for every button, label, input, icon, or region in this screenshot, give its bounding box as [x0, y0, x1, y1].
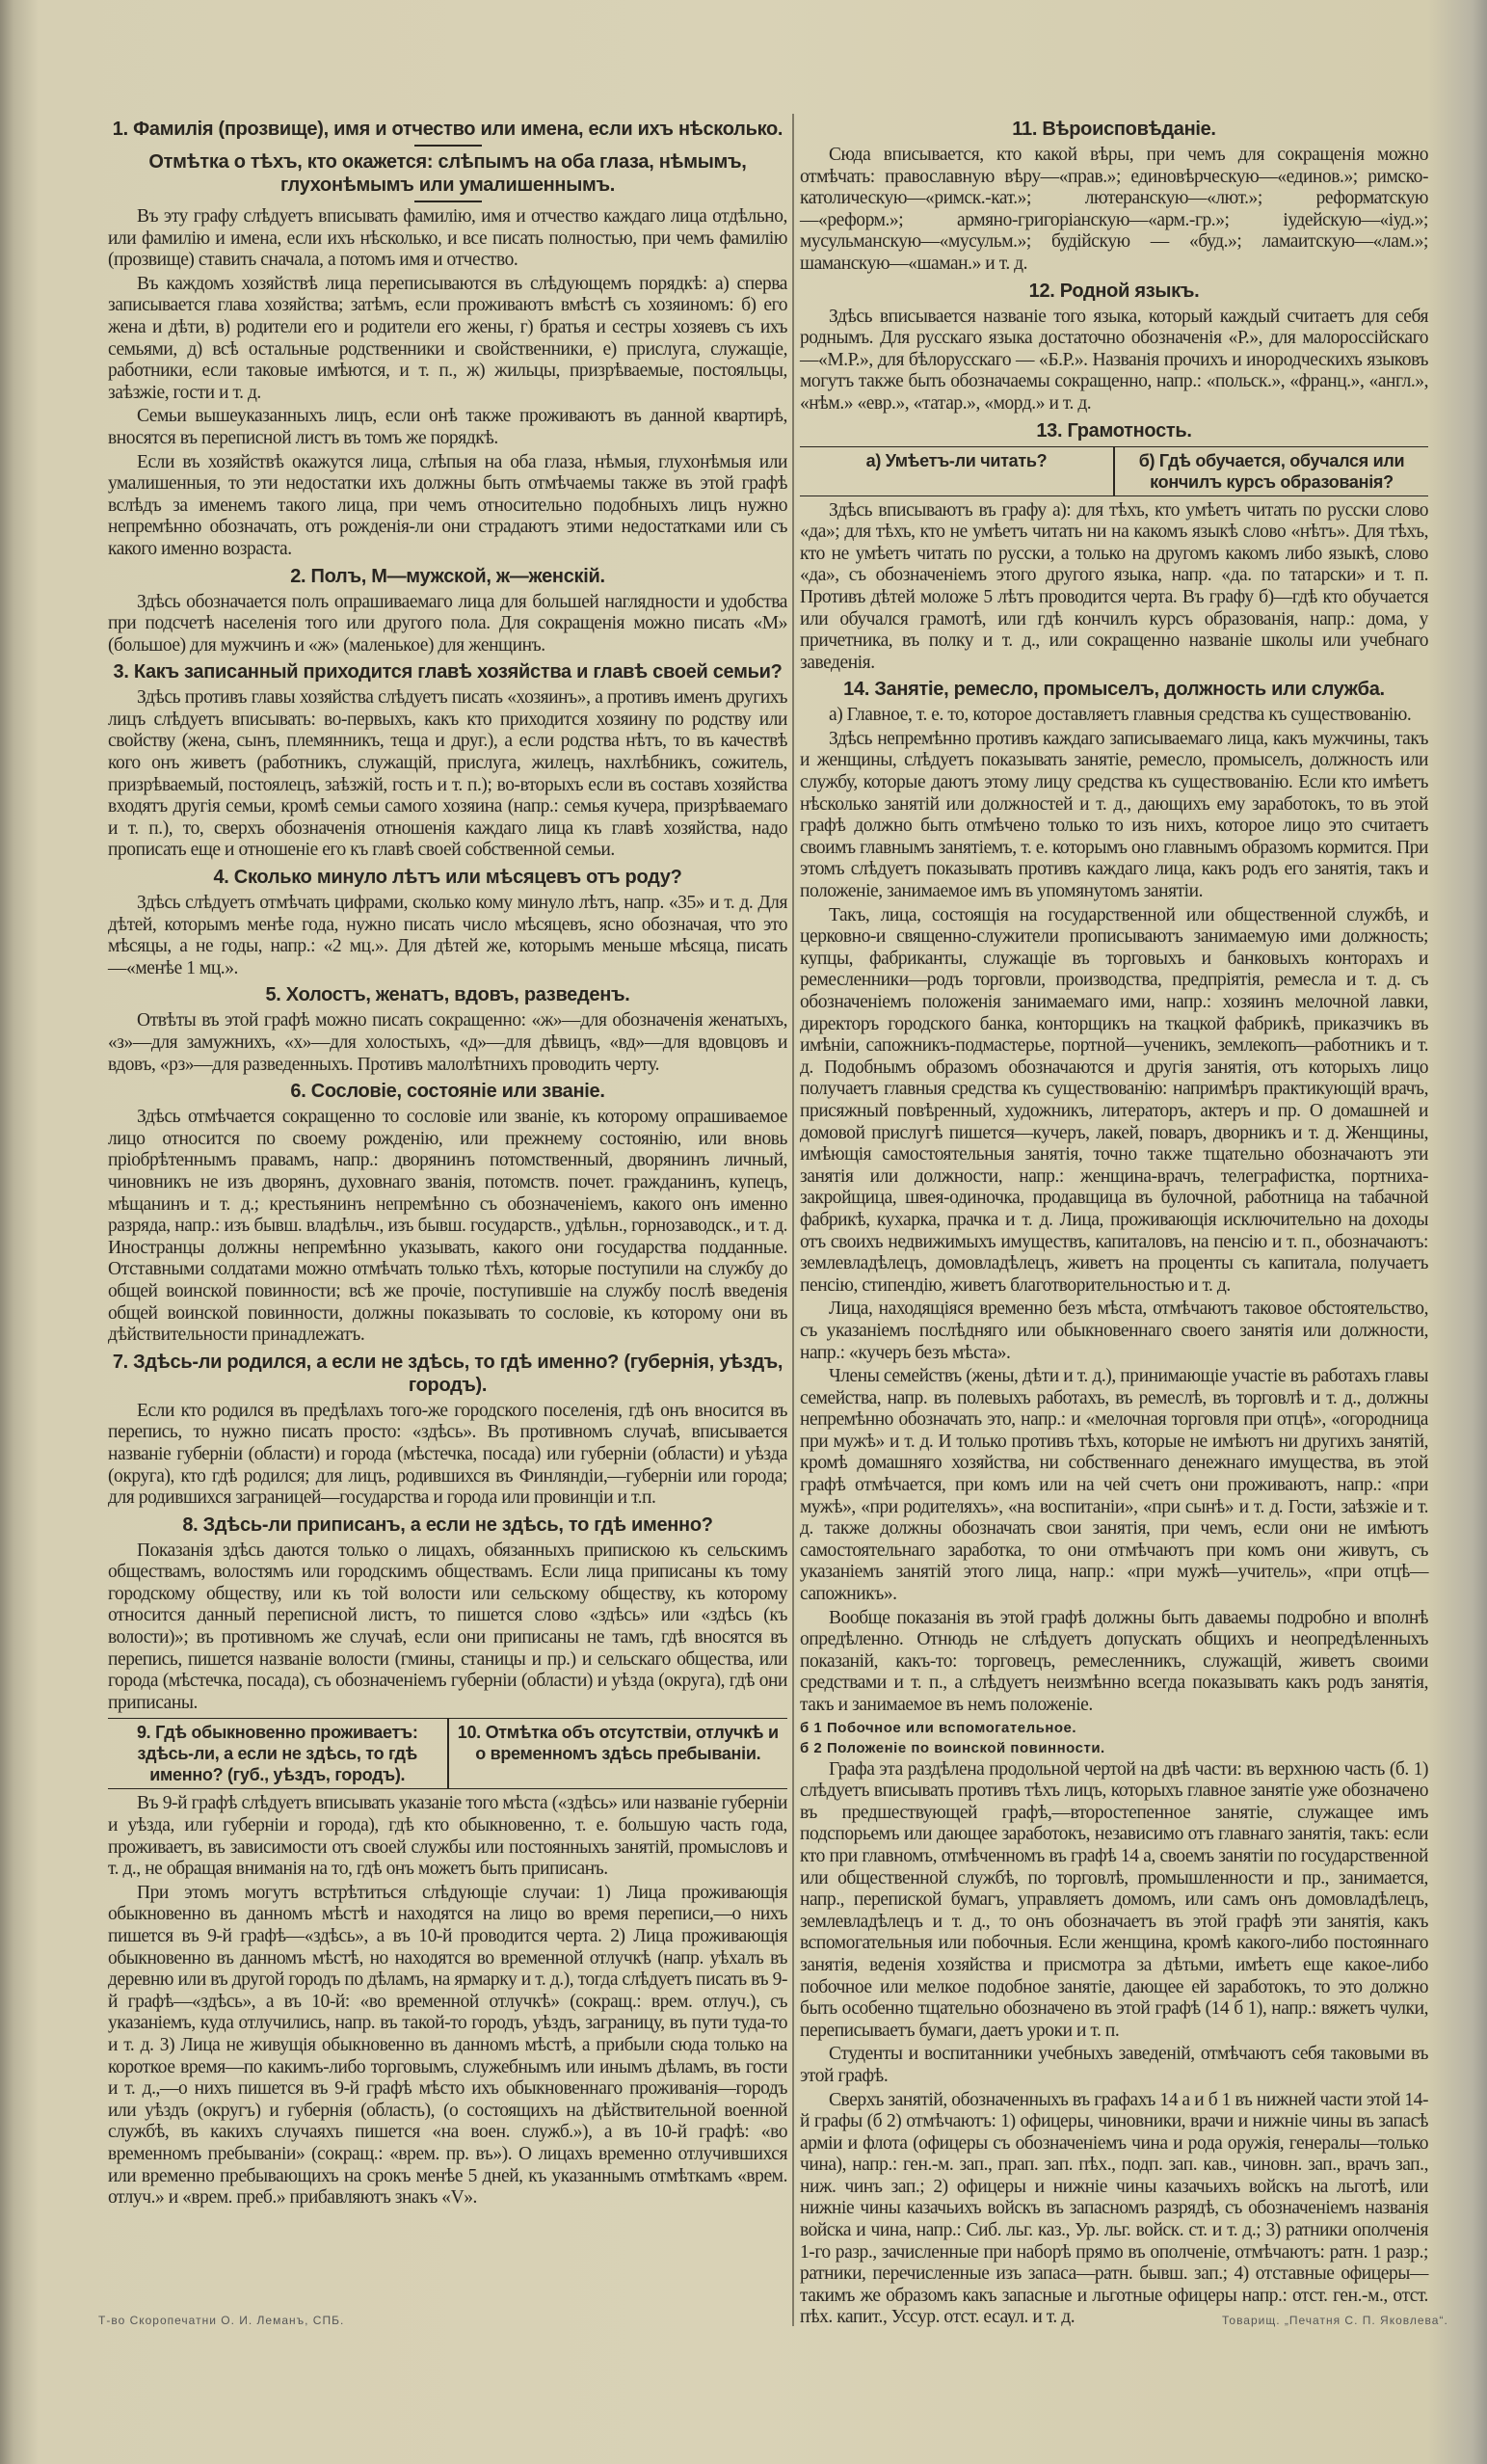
paragraph: Сверхъ занятій, обозначенныхъ въ графахъ 14 а и б 1 въ нижней части этой 14-й графы (б 2) отмѣчаютъ: 1) офицеры, чиновники, врачи и нижніе чины въ запасѣ арміи и флота (офицеры съ обозначеніемъ чина и рода оружія, генералы—только чина), напр.: ген.-м. зап., прап. зап. пѣх., подп. зап. кав., чиновн. зап., врачъ зап., ниж. чинъ зап.; 2) офицеры и нижніе чины казачьихъ войскъ на льготѣ, или нижніе чины казачьихъ войскъ въ запасномъ разрядѣ, съ обозначеніемъ названія войска и чина, напр.: Сиб. льг. каз., Ур. льг. войск. ст. и т. д.; 3) ратники ополченія 1-го разр., зачисленные при наборѣ прямо въ ополченіе, отмѣчаютъ: ратн. 1 разр.; ратники, перечисленные изъ запаса—ратн. бывш. зап.; 4) отставные офицеры—такимъ же образомъ какъ запасные и льготные офицеры напр.: отст. ген.-м., отст. пѣх. капит., Уссур. отст. есаул. и т. д. — [800, 2089, 1428, 2328]
paragraph: Здѣсь обозначается полъ опрашиваемаго лица для большей наглядности и удобства при подсчетѣ населенія того или другого пола. Для сокращенія можно писать «М» (большое) для мужчинъ и «ж» (маленькое) для женщинъ. — [108, 591, 787, 656]
paragraph: Если въ хозяйствѣ окажутся лица, слѣпыя на оба глаза, нѣмыя, глухонѣмыя или умалишенныя, то эти недостатки ихъ должны быть отмѣчаемы также въ этой графѣ вслѣдъ за именемъ такого лица, при чемъ относительно подобныхъ лицъ нужно непремѣнно обозначать, отъ рожденія-ли они страдаютъ этими недостатками или съ какого именно возраста. — [108, 451, 787, 559]
paragraph: Студенты и воспитанники учебныхъ заведеній, отмѣчаютъ себя таковыми въ этой графѣ. — [800, 2044, 1428, 2086]
section-heading: 8. Здѣсь-ли приписанъ, а если не здѣсь, то гдѣ именно? — [182, 1513, 713, 1536]
printer-imprint-right: Товарищ. „Печатня С. П. Яковлева“. — [1222, 2314, 1448, 2327]
paragraph: Лица, находящіяся временно безъ мѣста, отмѣчаютъ таковое обстоятельство, съ указаніемъ послѣдняго или обыкновеннаго своего занятія или должности, напр.: «кучеръ безъ мѣста». — [800, 1299, 1428, 1363]
section-heading: 14. Занятіе, ремесло, промыселъ, должность или служба. — [843, 679, 1385, 701]
column-divider — [792, 114, 794, 2326]
section-heading: 3. Какъ записанный приходится главѣ хозяйства и главѣ своей семьи? — [113, 661, 783, 683]
paragraph: Въ эту графу слѣдуетъ вписывать фамилію, имя и отчество каждаго лица отдѣльно, или фамилію и имена, если ихъ нѣсколько, и все писать полностью, при чемъ фамилію (прозвище) ставить сначала, а потомъ имя и отчество. — [108, 206, 787, 271]
paragraph: Графа эта раздѣлена продольной чертой на двѣ части: въ верхнюю часть (б. 1) слѣдуетъ вписывать противъ тѣхъ лицъ, которыхъ главное занятіе уже обозначено въ предшествующей графѣ,—второстепенное занятіе, служащее имъ подспорьемъ или дающее заработокъ, независимо отъ главнаго занятія, такъ: если кто при главномъ, отмѣченномъ въ графѣ 14 а, своемъ занятіи по государственной или общественной службѣ, по торговлѣ, промышленности и пр., занимается, напр., перепиской бумагъ, управляетъ домомъ, или самъ онъ домовладѣлецъ, землевладѣлецъ и т. д., то онъ обозначаетъ въ этой графѣ эти занятія, какъ вспомогательныя или побочныя. Если женщина, кромѣ какого-либо постояннаго занятія, веденія хозяйства и присмотра за дѣтьми, имѣетъ еще какое-либо побочное или мелкое подобное занятіе, дающее ей заработокъ, то это должно быть особенно тщательно обозначено въ этой графѣ (14 б 1), напр.: вяжетъ чулки, переписываетъ бумаги, даетъ уроки и т. п. — [800, 1758, 1428, 2041]
section-heading: б) Гдѣ обучается, обучался или кончилъ курсъ образованія? — [1138, 450, 1405, 492]
paragraph: Показанія здѣсь даются только о лицахъ, обязанныхъ припискою къ сельскимъ обществамъ, волостямъ или городскимъ обществамъ. Если лица приписаны къ тому городскому обществу, или къ той волости или сельскому обществу, къ которому относится данный переписной листъ, то пишется слово «здѣсь» или «здѣсь (къ волости)»; въ противномъ же случаѣ, если они приписаны не тамъ, гдѣ вносятся въ перепись, пишется названіе волости (гмины, станицы и пр.) и сельскаго общества, или города (мѣстечка, посада), съ обозначеніемъ губерніи (области) и уѣзда (округа), гдѣ они приписаны. — [108, 1540, 787, 1713]
section-heading: 7. Здѣсь-ли родился, а если не здѣсь, то гдѣ именно? (губернія, уѣздъ, городъ). — [112, 1351, 783, 1396]
left-column — [108, 114, 787, 2211]
divider-rule — [414, 201, 482, 202]
section-heading: 13. Грамотность. — [1036, 419, 1192, 442]
paragraph: Здѣсь вписывается названіе того языка, который каждый считаетъ для себя роднымъ. Для русскаго языка достаточно обозначенія «Р.», для малороссійскаго—«М.Р.», для бѣлорусскаго — «Б.Р.». Названія прочихъ и инородческихъ языковъ могутъ также быть обозначаемы сокращенно, напр.: «польск.», «франц.», «англ.», «нѣм.» «евр.», «татар.», «морд.» и т. д. — [800, 306, 1428, 414]
section-heading: 5. Холостъ, женатъ, вдовъ, разведенъ. — [265, 984, 630, 1006]
paragraph: Такъ, лица, состоящія на государственной или общественной службѣ, и церковно-и священно-служители прописываютъ занимаемую ими должность; купцы, фабриканты, служащіе въ торговыхъ и банковыхъ конторахъ и ремесленники—родъ торговли, производства, предпріятія, ремесла и т. д. съ обозначеніемъ положенія занимаемаго ими, напр.: хозяинъ мелочной лавки, директоръ городского банка, конторщикъ на ткацкой фабрикѣ, приказчикъ въ имѣніи, сапожникъ-подмастерье, портной—ученикъ, землекопъ—работникъ и т. д. Подобнымъ образомъ обозначаются и другія занятія, отъ которыхъ лицо получаетъ главныя средства къ существованію: напримѣръ практикующій врачъ, присяжный повѣренный, художникъ, литераторъ, актеръ и пр. О домашней и домовой прислугѣ пишется—кучеръ, лакей, поваръ, дворникъ и т. д. Женщины, имѣющія самостоятельныя занятія, точно также тщательно обозначаютъ эти занятія или должности, напр.: женщина-врачъ, телеграфистка, портниха-закройщица, швея-одиночка, продавщица въ булочной, работница на табачной фабрикѣ, кухарка, прачка и т. д. Лица, проживающія исключительно на доходы отъ своихъ недвижимыхъ имуществъ, капиталовъ, на пенсію и т. п., обозначаютъ: землевладѣлецъ, домовладѣлецъ, живетъ на проценты съ капитала, получаетъ пенсію, стипендію, живетъ благотворительностью и т. д. — [800, 904, 1428, 1296]
paragraph: Сюда вписывается, кто какой вѣры, при чемъ для сокращенія можно отмѣчать: православную вѣру—«прав.»; единовѣрческую—«единов.»; римско-католическую—«римск.-кат.»; лютеранскую—«лют.»; реформатскую—«реформ.»; армяно-григоріанскую—«арм.-гр.»; іудейскую—«іуд.»; мусульманскую—«мусульм.»; будійскую — «буд.»; ламаитскую—«лам.»; шаманскую—«шаман.» и т. д. — [800, 145, 1428, 274]
section-heading: 4. Сколько минуло лѣтъ или мѣсяцевъ отъ роду? — [213, 867, 682, 889]
section-heading: 6. Сословіе, состояніе или званіе. — [290, 1081, 605, 1103]
paragraph: Въ каждомъ хозяйствѣ лица переписываются въ слѣдующемъ порядкѣ: а) сперва записывается глава хозяйства; затѣмъ, если проживаютъ вмѣстѣ съ хозяиномъ: б) его жена и дѣти, в) родители его и родители его жены, г) братья и сестры хозяевъ съ ихъ семьями, д) всѣ остальные родственники и свойственники, е) прислуга, служащіе, работники, если таковые имѣются, и т. п., ж) жильцы, призрѣваемые, постояльцы, заѣзжіе, гости и т. д. — [108, 273, 787, 403]
paragraph: Если кто родился въ предѣлахъ того-же городского поселенія, гдѣ онъ вносится въ перепись, то нужно писать просто: «здѣсь». Въ противномъ случаѣ, вписывается названіе губерніи (области) и города (мѣстечка, посада) или губерніи (области) и уѣзда (округа), кто гдѣ родился; для лицъ, родившихся въ Финляндіи,—губерніи или города; для родившихся заграницей—государства и города или провинціи и т.п. — [108, 1400, 787, 1509]
paragraph: Вообще показанія въ этой графѣ должны быть даваемы подробно и вполнѣ опредѣленно. Отнюдь не слѣдуетъ допускать общихъ и неопредѣленныхъ показаній, какъ-то: торговецъ, ремесленникъ, служащій, живетъ своими средствами и т. п., а слѣдуетъ неизмѣнно всегда показывать какъ родъ занятія, такъ и занимаемое въ немъ положеніе. — [800, 1607, 1428, 1715]
section-heading: 1. Фамилія (прозвище), имя и отчество или имена, если ихъ нѣсколько. — [112, 119, 783, 140]
divider-rule — [414, 145, 482, 147]
section-heading: б 1 Побочное или вспомогательное. — [800, 1719, 1077, 1736]
printer-imprint-left: Т-во Скоропечатни О. И. Леманъ, СПБ. — [98, 2314, 345, 2327]
paragraph: Здѣсь вписываютъ въ графу а): для тѣхъ, кто умѣетъ читать по русски слово «да»; для тѣхъ, кто не умѣетъ читать ни на какомъ языкѣ слово «нѣтъ». Для тѣхъ, кто не умѣетъ читать по русски, а только на другомъ какомъ либо языкѣ, слово «да», съ обозначеніемъ этого другого языка, напр. «да. по татарски» и т. п. Противъ дѣтей моложе 5 лѣтъ проводится черта. Въ графу б)—гдѣ кто обучается или обучался грамотѣ, или гдѣ кончилъ курсъ образованія, напр.: дома, у причетника, въ полку и т. д., или сокращенно названіе школы или учебнаго заведенія. — [800, 499, 1428, 673]
section-heading: 10. Отмѣтка объ отсутствіи, отлучкѣ и о временномъ здѣсь пребываніи. — [457, 1723, 779, 1764]
paragraph: Члены семействъ (жены, дѣти и т. д.), принимающіе участіе въ работахъ главы семейства, напр. въ полевыхъ работахъ, въ ремеслѣ, въ торговлѣ и т. д., должны непремѣнно обозначать это, напр.: и «мелочная торговля при отцѣ», «огородница при мужѣ» и т. д. И только противъ тѣхъ, которые не имѣютъ ни другихъ занятій, кромѣ домашняго хозяйства, ни собственнаго денежнаго имущества, въ этой графѣ отмѣчается, при комъ или на чей счетъ они проживаютъ, напр.: «при мужѣ», «при родителяхъ», «на воспитаніи», «при сынѣ» и т. д. Гости, заѣзжіе и т. д. также должны обозначать свои занятія, при чемъ, если они не имѣютъ самостоятельнаго заработка, то они отмѣчаютъ при комъ они живутъ, съ указаніемъ занятій этого лица, напр.: «при мужѣ—учитель», «при отцѣ—сапожникъ». — [800, 1366, 1428, 1605]
paragraph: Здѣсь слѣдуетъ отмѣчать цифрами, сколько кому минуло лѣтъ, напр. «35» и т. д. Для дѣтей, которымъ менѣе года, нужно писать число мѣсяцевъ, ясно обозначая, что это мѣсяцы, а не годы, напр.: «2 мц.». Для дѣтей же, которымъ меньше мѣсяца, писать—«менѣе 1 мц.». — [108, 893, 787, 978]
paragraph: Здѣсь противъ главы хозяйства слѣдуетъ писать «хозяинъ», а противъ именъ другихъ лицъ слѣдуетъ вписывать: во-первыхъ, какъ кто приходится хозяину по родству или свойству (жена, сынъ, племянникъ, теща и друг.), а если родства нѣтъ, то въ качествѣ кого онъ живетъ (работникъ, служащій, прислуга, жилецъ, нахлѣбникъ, сожитель, призрѣваемый, постоялецъ, заѣзжій, гость и т. п.); во-вторыхъ если въ составъ хозяйства входятъ другія семьи, кромѣ семьи самого хозяина (напр.: семья кучера, призрѣваемаго и т. п.), то, сверхъ обозначенія отношенія каждаго лица къ главѣ хозяйства, надо прописать еще и отношеніе его къ главѣ своей собственной семьи. — [108, 687, 787, 861]
paragraph: а) Главное, т. е. то, которое доставляетъ главныя средства къ существованію. — [829, 705, 1412, 726]
section-heading: 9. Гдѣ обыкновенно проживаетъ: здѣсь-ли, а если не здѣсь, то гдѣ именно? (губ., уѣздъ, городъ). — [108, 1719, 449, 1788]
section-heading: Отмѣтка о тѣхъ, кто окажется: слѣпымъ на оба глаза, нѣмымъ, глухонѣмымъ или умалишеннымъ. — [148, 151, 747, 196]
split-heading — [800, 446, 1428, 496]
section-heading: б 2 Положеніе по воинской повинности. — [800, 1739, 1105, 1756]
paragraph: Отвѣты въ этой графѣ можно писать сокращенно: «ж»—для обозначенія женатыхъ, «з»—для замужнихъ, «х»—для холостыхъ, «д»—для дѣвицъ, «вд»—для вдовцовъ и вдовъ, «рз»—для разведенныхъ. Противъ малолѣтнихъ проводить черту. — [108, 1010, 787, 1075]
paragraph: При этомъ могутъ встрѣтиться слѣдующіе случаи: 1) Лица проживающія обыкновенно въ данномъ мѣстѣ и находятся на лицо во время переписи,—о нихъ пишется въ 9-й графѣ—«здѣсь», а въ 10-й проводится черта. 2) Лица проживающія обыкновенно въ данномъ мѣстѣ, но находятся во временной отлучкѣ (напр. уѣхалъ въ деревню или въ другой городъ по дѣламъ, на ярмарку и т. д.), тогда слѣдуетъ писать въ 9-й графѣ—«здѣсь», а въ 10-й: «во временной отлучкѣ» (сокращ.: врем. отлуч.), съ указаніемъ, куда отлучились, напр. въ такой-то городъ, уѣздъ, заграницу, въ пути туда-то и т. д. 3) Лица не живущія обыкновенно въ данномъ мѣстѣ, а прибыли сюда только на короткое время—по какимъ-либо торговымъ, служебнымъ или инымъ дѣламъ, въ гости и т. д.,—о нихъ пишется въ 9-й графѣ мѣсто ихъ обыкновеннаго проживанія—городъ или уѣздъ (округъ) и губернія (область), (о состоящихъ на дѣйствительной военной службѣ, въ какихъ случаяхъ пишется «на воен. служб.»), а въ 10-й графѣ: «во временномъ пребываніи» (сокращ.: «врем. пр. въ»). О лицахъ временно отлучившихся или временно пребывающихъ на срокъ менѣе 5 дней, къ указаннымъ отмѣткамъ «врем. отлуч.» и «врем. преб.» прибавляютъ знакъ «V». — [108, 1882, 787, 2209]
paragraph: Здѣсь отмѣчается сокращенно то сословіе или званіе, къ которому опрашиваемое лицо относится по своему рожденію, или прежнему состоянію, или вновь пріобрѣтеннымъ правамъ, напр.: дворянинъ потомственный, дворянинъ личный, чиновникъ не изъ дворянъ, духовнаго званія, потомств. почет. гражданинъ, купецъ, мѣщанинъ и т. д.; крестьянинъ непремѣнно съ обозначеніемъ, какого онъ именно разряда, напр.: изъ бывш. владѣльч., изъ бывш. государств., удѣльн., горнозаводск., и т. д. Иностранцы должны непремѣнно указывать, какого они государства подданные. Отставными солдатами можно отмѣчать только тѣхъ, которые поступили на службу до общей воинской повинности; всѣ же прочіе, поступившіе на службу послѣ введенія общей воинской повинности, должны показывать то сословіе, къ которому они въ дѣйствительности принадлежатъ. — [108, 1107, 787, 1346]
paragraph: Въ 9-й графѣ слѣдуетъ вписывать указаніе того мѣста («здѣсь» или названіе губерніи и уѣзда, или губерніи и города), гдѣ кто обыкновенно, т. е. большую часть года, проживаетъ, въ зависимости отъ своей службы или постоянныхъ занятій, промысловъ и т. д., не обращая вниманія на то, гдѣ онъ можетъ быть приписанъ. — [108, 1793, 787, 1880]
split-heading — [108, 1718, 787, 1789]
paragraph: Здѣсь непремѣнно противъ каждаго записываемаго лица, какъ мужчины, такъ и женщины, слѣдуетъ показывать занятіе, ремесло, промыселъ, должность или службу, которые даютъ этому лицу средства къ существованію. Если кто имѣетъ нѣсколько занятій или должностей и т. д., дающихъ ему заработокъ, то въ этой графѣ должно быть отмѣчено только то изъ нихъ, которое лицо это считаетъ своимъ главнымъ занятіемъ, т. е. которымъ оно главнымъ образомъ кормится. При этомъ слѣдуетъ показывать противъ каждаго лица, какъ родъ его занятія, такъ и положеніе, занимаемое имъ въ упомянутомъ занятіи. — [800, 728, 1428, 902]
paragraph: Семьи вышеуказанныхъ лицъ, если онѣ также проживаютъ въ данной квартирѣ, вносятся въ переписной листъ въ томъ же порядкѣ. — [108, 406, 787, 448]
section-heading: 2. Полъ, М—мужской, ж—женскій. — [290, 565, 605, 587]
section-heading: 11. Вѣроисповѣданіе. — [1012, 119, 1216, 140]
section-heading: а) Умѣетъ-ли читать? — [800, 447, 1115, 495]
right-column — [800, 114, 1428, 2331]
section-heading: 12. Родной языкъ. — [1028, 280, 1200, 302]
